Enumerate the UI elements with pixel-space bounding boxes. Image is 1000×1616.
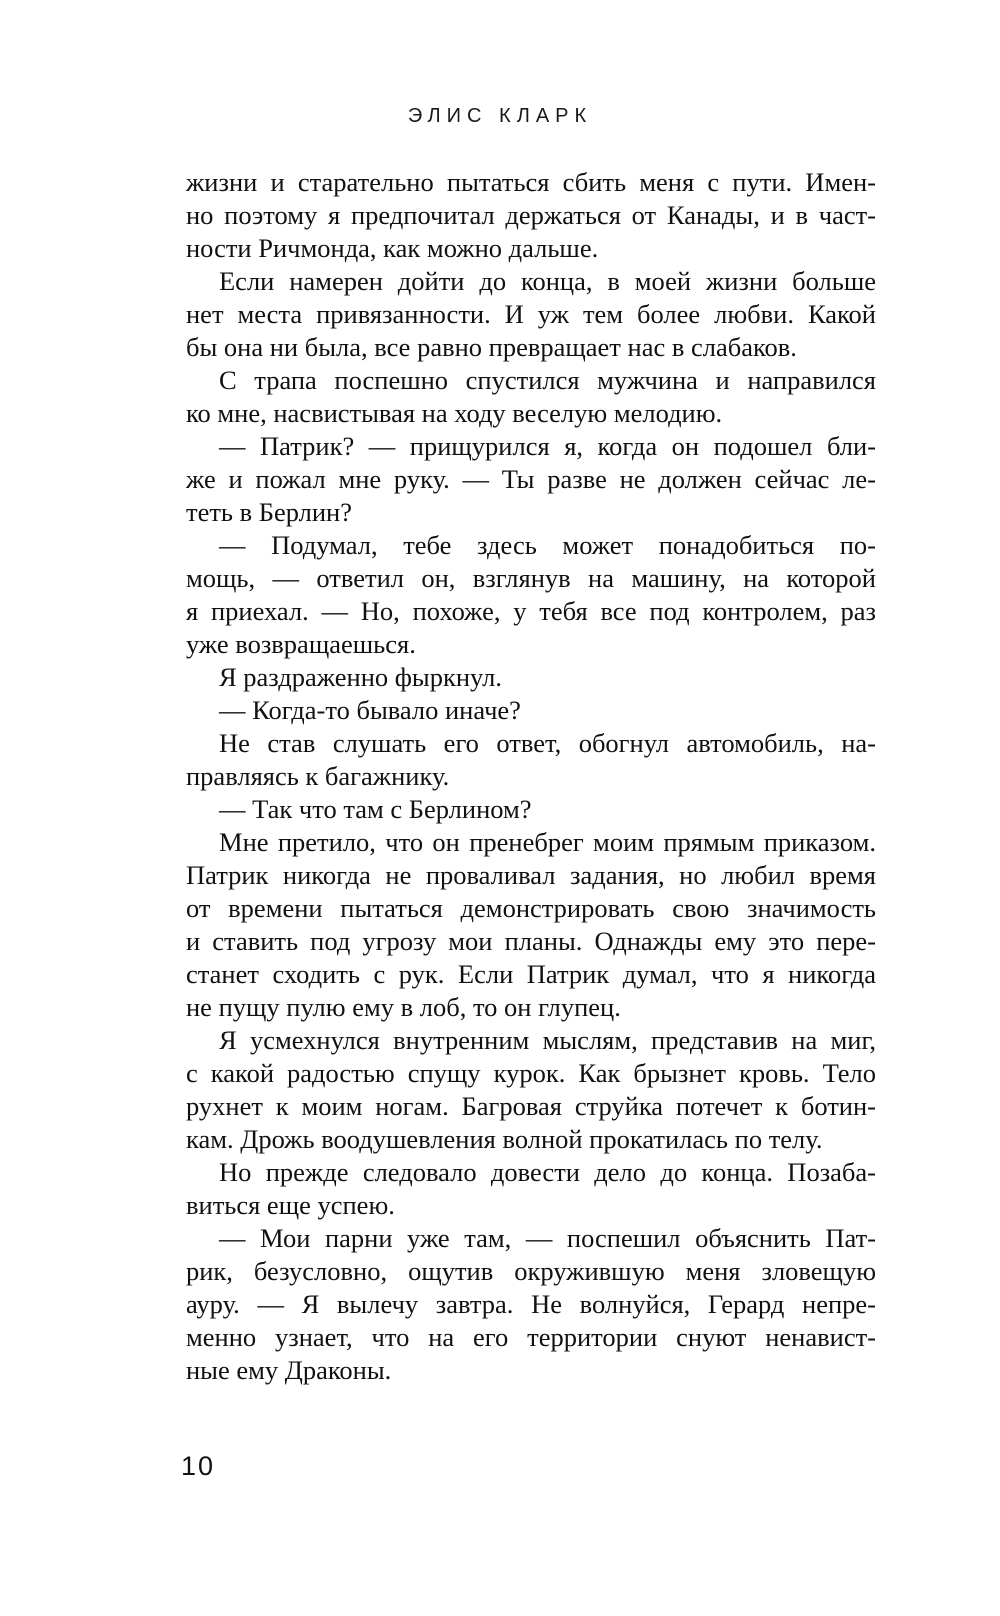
text-line: — Подумал, тебе здесь может понадобиться по- xyxy=(219,530,876,560)
text-line: уже возвращаешься. xyxy=(186,629,416,659)
text-line: С трапа поспешно спустился мужчина и направился xyxy=(219,365,876,395)
text-line: Но прежде следовало довести дело до конца. Позаба- xyxy=(219,1157,876,1187)
text-line: с какой радостью спущу курок. Как брызнет кровь. Тело xyxy=(186,1058,876,1088)
text-line: Я усмехнулся внутренним мыслям, представив на миг, xyxy=(219,1025,876,1055)
text-line: и ставить под угрозу мои планы. Однажды ему это пере- xyxy=(186,926,876,956)
text-line: же и пожал мне руку. — Ты разве не должен сейчас ле- xyxy=(186,464,876,494)
body-text xyxy=(186,166,876,1387)
text-line: мощь, — ответил он, взглянув на машину, на которой xyxy=(186,563,876,593)
text-line: ные ему Драконы. xyxy=(186,1355,392,1385)
text-line: менно узнает, что на его территории снуют ненавист- xyxy=(186,1322,876,1352)
text-line: — Мои парни уже там, — поспешил объяснить Пат- xyxy=(219,1223,876,1253)
text-line: — Когда-то бывало иначе? xyxy=(219,695,521,725)
text-line: ности Ричмонда, как можно дальше. xyxy=(186,233,599,263)
text-line: Я раздраженно фыркнул. xyxy=(219,662,502,692)
text-line: Не став слушать его ответ, обогнул автомобиль, на- xyxy=(219,728,876,758)
text-line: ауру. — Я вылечу завтра. Не волнуйся, Герард непре- xyxy=(186,1289,876,1319)
text-line: но поэтому я предпочитал держаться от Канады, и в част- xyxy=(186,200,876,230)
text-line: нет места привязанности. И уж тем более любви. Какой xyxy=(186,299,876,329)
text-line: я приехал. — Но, похоже, у тебя все под контролем, раз xyxy=(186,596,876,626)
text-line: бы она ни была, все равно превращает нас в слабаков. xyxy=(186,332,797,362)
text-line: рик, безусловно, ощутив окружившую меня зловещую xyxy=(186,1256,876,1286)
text-line: правляясь к багажнику. xyxy=(186,761,450,791)
text-line: Патрик никогда не проваливал задания, но любил время xyxy=(186,860,876,890)
text-line: станет сходить с рук. Если Патрик думал, что я никогда xyxy=(186,959,876,989)
text-line: от времени пытаться демонстрировать свою значимость xyxy=(186,893,876,923)
text-line: — Так что там с Берлином? xyxy=(219,794,532,824)
text-line: кам. Дрожь воодушевления волной прокатилась по телу. xyxy=(186,1124,823,1154)
text-line: рухнет к моим ногам. Багровая струйка потечет к ботин- xyxy=(186,1091,876,1121)
text-line: не пущу пулю ему в лоб, то он глупец. xyxy=(186,992,621,1022)
running-header-author: ЭЛИС КЛАРК xyxy=(407,105,593,127)
text-line: Если намерен дойти до конца, в моей жизни больше xyxy=(219,266,876,296)
text-line: виться еще успею. xyxy=(186,1190,395,1220)
text-line: ко мне, насвистывая на ходу веселую мелодию. xyxy=(186,398,723,428)
text-line: — Патрик? — прищурился я, когда он подошел бли- xyxy=(219,431,876,461)
page-number: 10 xyxy=(181,1451,216,1481)
text-line: теть в Берлин? xyxy=(186,497,353,527)
text-line: Мне претило, что он пренебрег моим прямым приказом. xyxy=(219,827,876,857)
text-line: жизни и старательно пытаться сбить меня с пути. Имен- xyxy=(186,167,876,197)
